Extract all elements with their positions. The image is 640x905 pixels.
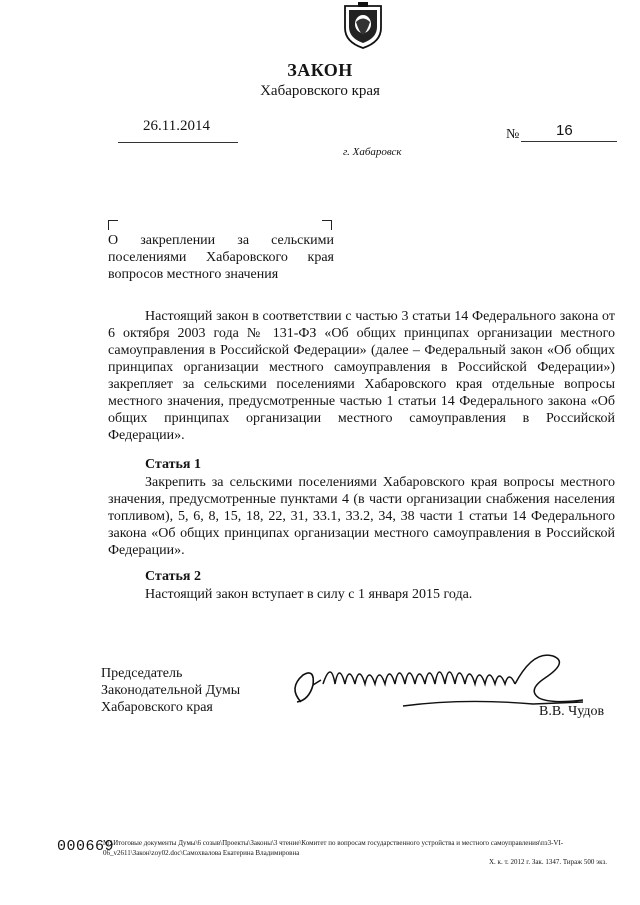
footer-file-path: М:\Итоговые документы Думы\6 созыв\Проекты\Законы\3 чтение\Комитет по вопросам государственного устройства и местного самоуправления\пз3-VI- [103,839,564,847]
preamble-paragraph: Настоящий закон в соответствии с частью 3 статьи 14 Федерального закона от 6 октября 2003 года № 131-ФЗ «Об общих принципах организации местного самоуправления в Российской Федерации» (далее – Федеральный закон «Об общих принципах организации местного самоуправления в Российской Федерации») закрепляет за сельскими поселениями Хабаровского края отдельные вопросы местного значения, предусмотренные частью 1 статьи 14 Федерального закона «Об общих принципах организации местного самоуправления в Российской Федерации». [108,309,615,443]
document-date: 26.11.2014 [143,118,210,134]
footer-file-path-continued: 06_v2611\Закон\zoy02.doc\Самохвалова Екатерина Владимировна [103,849,300,857]
document-number: 16 [556,122,573,139]
signatory-position-line: Хабаровского края [101,700,213,715]
subject-corner-left [108,220,118,230]
number-underline [521,141,617,142]
number-sign: № [506,127,520,142]
article-1-text: Закрепить за сельскими поселениями Хабаровского края вопросы местного значения, предусмотренные пунктами 4 (в части организации снабжения населения топливом), 5, 6, 8, 15, 18, 22, 31, 33.1, 33.2, 34, 38 части 1 статьи 14 Федерального закона «Об общих принципах организации местного самоуправления в Российской Федерации». [108,475,615,558]
article-2-text: Настоящий закон вступает в силу с 1 января 2015 года. [145,587,473,602]
document-title: ЗАКОН [287,60,353,80]
footer-print-info: Х. к. т. 2012 г. Зак. 1347. Тираж 500 экз. [489,858,607,866]
date-underline [118,142,238,143]
article-2-heading: Статья 2 [145,569,201,584]
subject-corner-right [322,220,332,230]
document-subtitle: Хабаровского края [260,83,380,99]
document-city: г. Хабаровск [343,146,402,158]
signatory-position [101,665,240,716]
article-1-heading: Статья 1 [145,457,201,472]
signatory-name: В.В. Чудов [539,704,605,719]
signatory-position-line: Председатель [101,666,183,681]
signatory-position-line: Законодательной Думы [101,683,241,698]
document-subject: О закреплении за сельскими поселениями Хабаровского края вопросов местного значения [108,233,334,282]
coat-of-arms-emblem [340,2,386,50]
footer-document-number: 000669 [57,838,115,855]
